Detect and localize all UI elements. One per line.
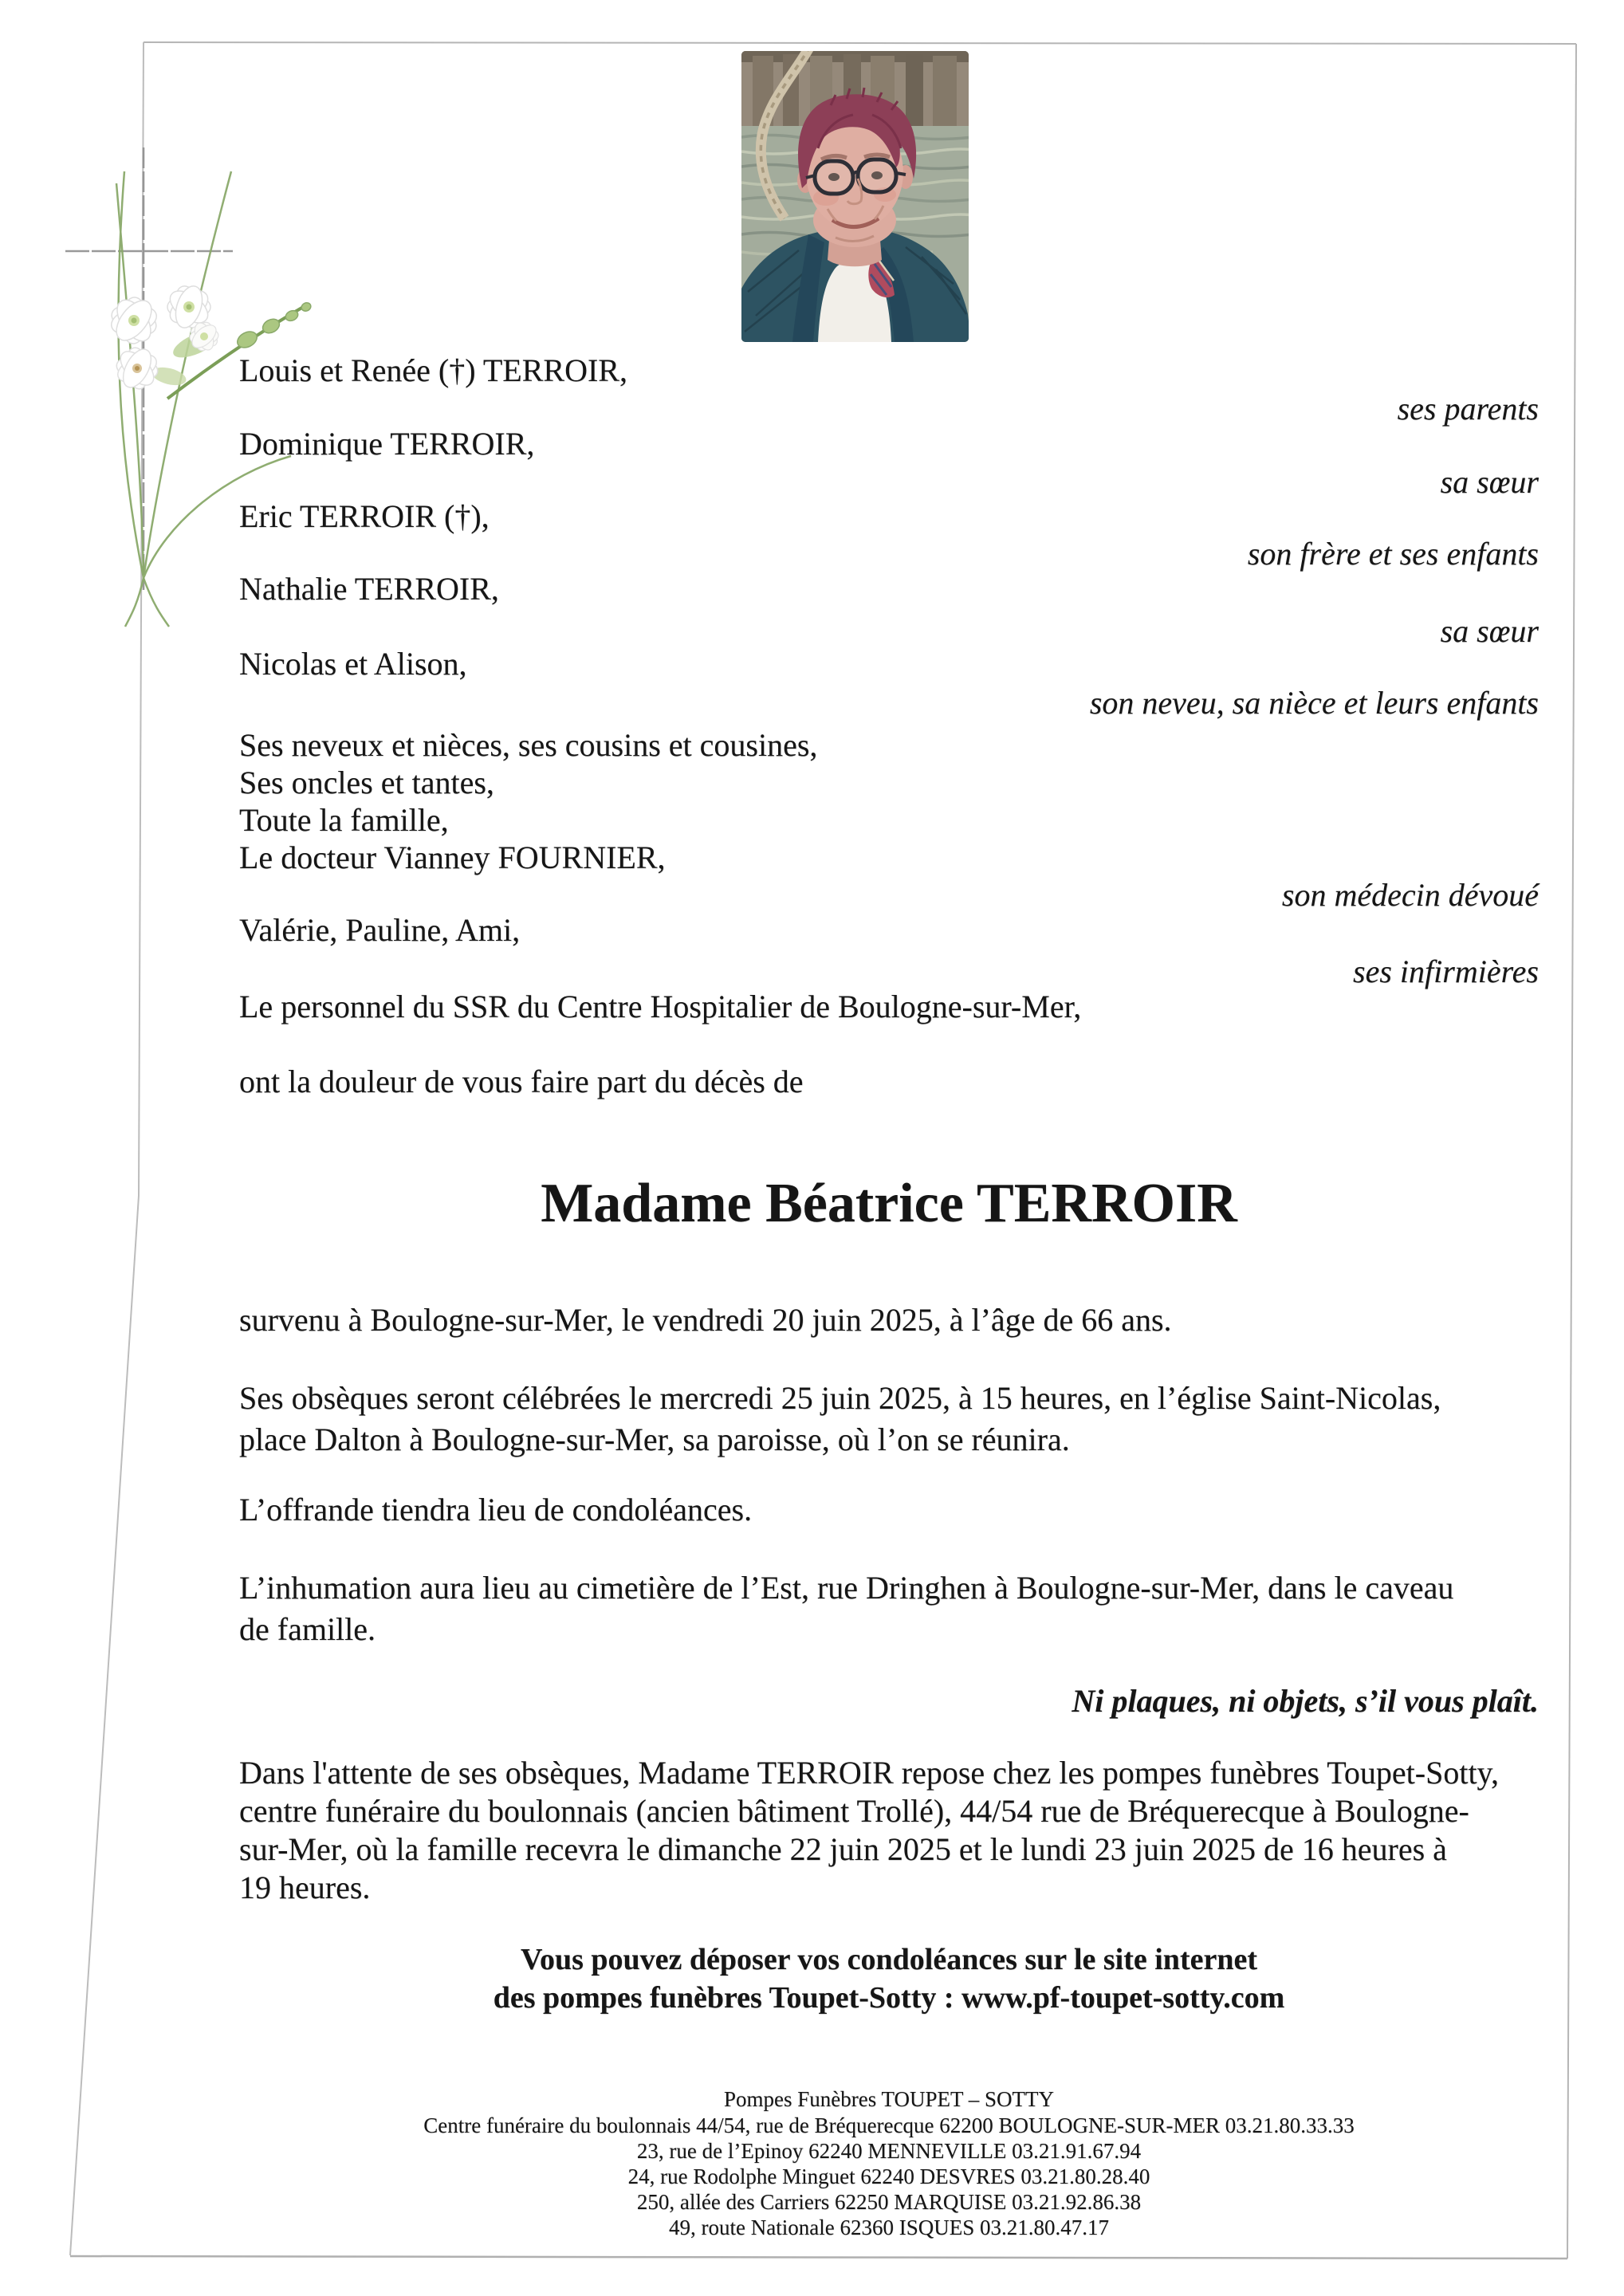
footer-address-1: Centre funéraire du boulonnais 44/54, rue de Bréquerecque 62200 BOULOGNE-SUR-MER 03.21.80.33.33 xyxy=(423,2113,1355,2137)
nurses-names: Valérie, Pauline, Ami, xyxy=(239,912,521,948)
condolences-website-line-1: Vous pouvez déposer vos condoléances sur le site internet xyxy=(521,1943,1257,1976)
footer-company-name: Pompes Funèbres TOUPET – SOTTY xyxy=(723,2087,1055,2111)
condolences-website-line-2: des pompes funèbres Toupet-Sotty : www.pf-toupet-sotty.com xyxy=(493,1981,1285,2015)
offering-line: L’offrande tiendra lieu de condoléances. xyxy=(239,1492,753,1527)
family-relation-1: ses parents xyxy=(1397,391,1539,427)
relatives-line-1: Ses neveux et nièces, ses cousins et cousines, xyxy=(239,727,818,763)
burial-line-1: L’inhumation aura lieu au cimetière de l’Est, rue Dringhen à Boulogne-sur-Mer, dans le caveau xyxy=(239,1570,1454,1606)
family-relation-2: sa sœur xyxy=(1440,464,1539,500)
repose-line-3: sur-Mer, où la famille recevra le dimanche 22 juin 2025 et le lundi 23 juin 2025 de 16 heures à xyxy=(239,1831,1447,1867)
no-plaques-request: Ni plaques, ni objets, s’il vous plaît. xyxy=(1072,1683,1539,1719)
repose-line-4: 19 heures. xyxy=(239,1869,371,1905)
footer-address-4: 250, allée des Carriers 62250 MARQUISE 03.21.92.86.38 xyxy=(636,2190,1142,2214)
family-name-2: Dominique TERROIR, xyxy=(239,426,535,462)
family-relation-5: son neveu, sa nièce et leurs enfants xyxy=(1089,685,1539,721)
family-name-4: Nathalie TERROIR, xyxy=(239,571,499,607)
funeral-line-2: place Dalton à Boulogne-sur-Mer, sa paroisse, où l’on se réunira. xyxy=(239,1421,1070,1457)
footer-address-5: 49, route Nationale 62360 ISQUES 03.21.80.47.17 xyxy=(669,2215,1109,2239)
portrait-photo xyxy=(741,51,969,343)
repose-line-2: centre funéraire du boulonnais (ancien bâtiment Trollé), 44/54 rue de Bréquerecque à Boulogne- xyxy=(239,1793,1469,1829)
funeral-line-1: Ses obsèques seront célébrées le mercredi 25 juin 2025, à 15 heures, en l’église Saint-Nicolas, xyxy=(239,1380,1441,1416)
family-name-1: Louis et Renée (†) TERROIR, xyxy=(239,352,627,388)
death-info-line: survenu à Boulogne-sur-Mer, le vendredi 20 juin 2025, à l’âge de 66 ans. xyxy=(239,1302,1172,1338)
relatives-line-3: Toute la famille, xyxy=(239,802,449,838)
family-relation-4: sa sœur xyxy=(1440,613,1539,649)
relatives-line-2: Ses oncles et tantes, xyxy=(239,765,494,800)
repose-line-1: Dans l'attente de ses obsèques, Madame TERROIR repose chez les pompes funèbres Toupet-Sotty, xyxy=(239,1755,1499,1791)
footer-address-3: 24, rue Rodolphe Minguet 62240 DESVRES 03.21.80.28.40 xyxy=(627,2164,1150,2188)
announcement-line: ont la douleur de vous faire part du décès de xyxy=(239,1063,804,1099)
hospital-staff-line: Le personnel du SSR du Centre Hospitalier de Boulogne-sur-Mer, xyxy=(239,989,1082,1024)
doctor-relation: son médecin dévoué xyxy=(1281,877,1539,913)
doctor-name: Le docteur Vianney FOURNIER, xyxy=(239,839,666,875)
footer-address-2: 23, rue de l’Epinoy 62240 MENNEVILLE 03.21.91.67.94 xyxy=(636,2139,1142,2163)
deceased-name-title: Madame Béatrice TERROIR xyxy=(541,1173,1237,1234)
nurses-relation: ses infirmières xyxy=(1353,953,1539,989)
burial-line-2: de famille. xyxy=(239,1611,376,1647)
family-relation-3: son frère et ses enfants xyxy=(1247,536,1539,572)
family-name-3: Eric TERROIR (†), xyxy=(239,498,490,534)
family-name-5: Nicolas et Alison, xyxy=(239,646,467,682)
